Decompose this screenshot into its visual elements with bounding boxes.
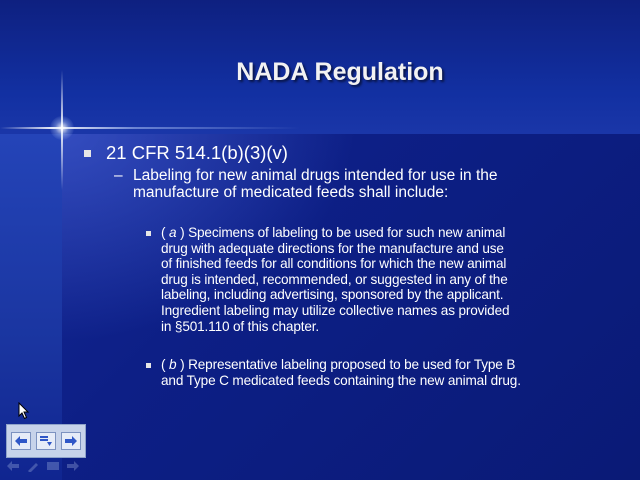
paren-open: (	[161, 357, 170, 372]
line-text: Representative labeling proposed to be used for Type B	[184, 357, 516, 372]
bullet-level2-line: manufacture of medicated feeds shall include:	[133, 184, 449, 201]
dash-bullet: –	[114, 167, 123, 184]
bullet-level1-text: 21 CFR 514.1(b)(3)(v)	[106, 142, 288, 163]
screen-icon	[46, 460, 60, 472]
arrow-right-icon	[66, 460, 80, 472]
paren-close: )	[176, 225, 185, 240]
arrow-right-icon	[64, 435, 78, 447]
text-line: drug with adequate directions for the manufacture and use	[161, 240, 504, 256]
item-letter: a	[169, 225, 177, 240]
next-slide-button[interactable]	[61, 432, 81, 450]
arrow-left-icon	[14, 435, 28, 447]
light-flare-horizontal	[0, 127, 300, 129]
previous-slide-button[interactable]	[11, 432, 31, 450]
text-line: in §501.110 of this chapter.	[161, 318, 320, 334]
mouse-pointer-icon	[18, 402, 30, 420]
paren-close: )	[176, 357, 185, 372]
square-bullet-icon	[84, 150, 91, 157]
text-line: of finished feeds for all conditions for which the new animal	[161, 256, 507, 272]
paren-open: (	[161, 225, 170, 240]
light-flare-core	[50, 116, 74, 140]
text-line: and Type C medicated feeds containing the new animal drug.	[161, 372, 521, 388]
square-bullet-icon	[146, 363, 151, 368]
bullet-level3-b-text	[161, 357, 611, 388]
text-line: labeling, including advertising, sponsored by the applicant.	[161, 287, 504, 303]
bullet-level3-b-first-line	[161, 357, 611, 373]
slideshow-nav-panel	[6, 424, 86, 458]
bullet-level2-line: Labeling for new animal drugs intended for use in the	[133, 167, 498, 184]
slide-menu-icon	[39, 435, 53, 447]
slide-title: NADA Regulation	[236, 58, 444, 86]
bullet-level2-text	[133, 167, 583, 201]
text-line: Ingredient labeling may utilize collective names as provided	[161, 302, 510, 318]
line-text: Specimens of labeling to be used for such new animal	[184, 225, 506, 240]
square-bullet-icon	[146, 231, 151, 236]
arrow-left-icon	[6, 460, 20, 472]
bullet-level3-a-text	[161, 225, 611, 334]
pen-icon	[26, 460, 40, 472]
text-line: drug is intended, recommended, or suggested in any of the	[161, 271, 508, 287]
item-letter: b	[169, 357, 177, 372]
slide-menu-button[interactable]	[36, 432, 56, 450]
bullet-level3-a-first-line	[161, 225, 611, 241]
